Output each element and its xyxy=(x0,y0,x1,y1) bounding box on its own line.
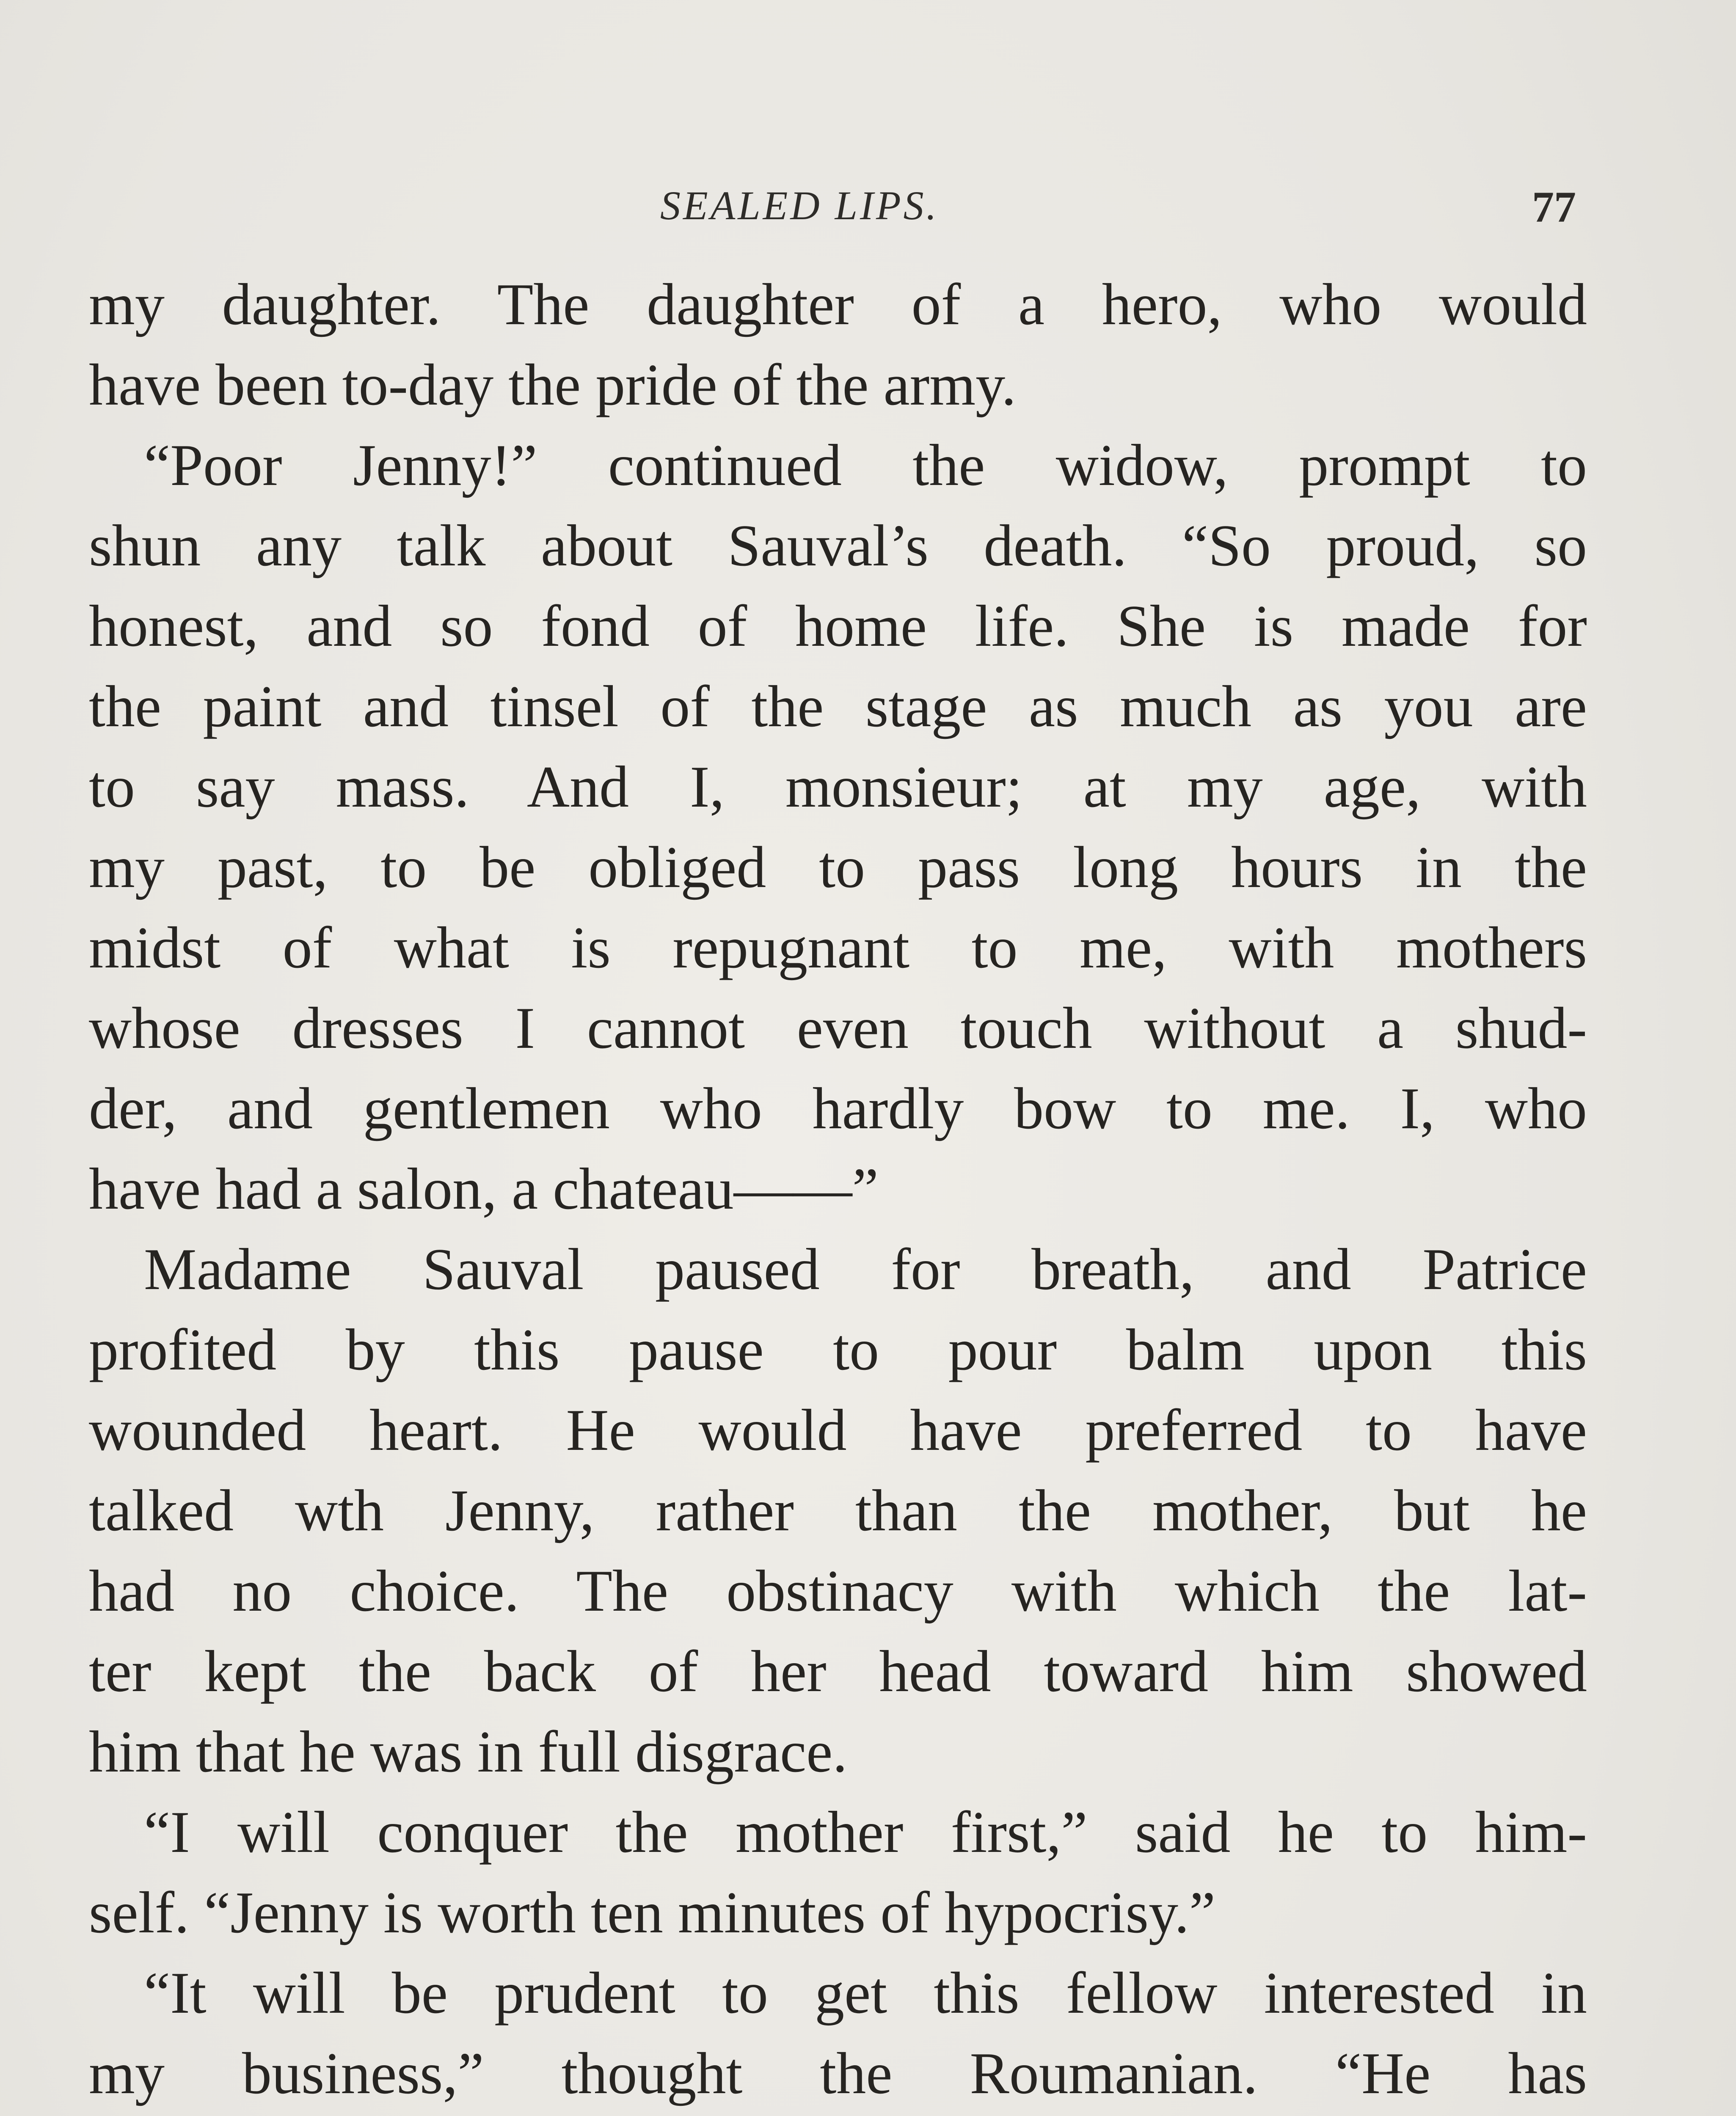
text-line: “I will conquer the mother first,” said he to him- xyxy=(144,1799,1587,1865)
text-line: talked wth Jenny, rather than the mother, but he xyxy=(89,1478,1587,1543)
text-line: honest, and so fond of home life. She is made for xyxy=(89,593,1587,659)
text-line: Madame Sauval paused for breath, and Patrice xyxy=(144,1237,1587,1302)
text-line: wounded heart. He would have preferred to have xyxy=(89,1397,1587,1463)
page-number: 77 xyxy=(1532,183,1576,231)
text-line: midst of what is repugnant to me, with mothers xyxy=(89,915,1587,981)
text-line: self. “Jenny is worth ten minutes of hypocrisy.” xyxy=(89,1880,1216,1945)
text-line: to say mass. And I, monsieur; at my age, with xyxy=(89,754,1587,820)
text-line: “Poor Jenny!” continued the widow, prompt to xyxy=(144,433,1587,498)
text-line: profited by this pause to pour balm upon this xyxy=(89,1317,1587,1383)
running-title: SEALED LIPS. xyxy=(660,183,939,228)
text-line: shun any talk about Sauval’s death. “So proud, so xyxy=(89,513,1587,579)
text-line: ter kept the back of her head toward him showed xyxy=(89,1639,1587,1704)
text-line: der, and gentlemen who hardly bow to me. I, who xyxy=(89,1076,1587,1141)
text-line: the paint and tinsel of the stage as much as you are xyxy=(89,674,1587,739)
text-line: whose dresses I cannot even touch without a shud- xyxy=(89,995,1587,1061)
text-line: “It will be prudent to get this fellow interested in xyxy=(144,1960,1587,2026)
text-line: have been to-day the pride of the army. xyxy=(89,352,1017,418)
text-line: my business,” thought the Roumanian. “He has xyxy=(89,2041,1587,2106)
text-line: have had a salon, a chateau——” xyxy=(89,1156,879,1222)
text-line: had no choice. The obstinacy with which the lat- xyxy=(89,1558,1587,1624)
text-line: my daughter. The daughter of a hero, who would xyxy=(89,272,1587,337)
text-line: him that he was in full disgrace. xyxy=(89,1719,848,1785)
text-line: my past, to be obliged to pass long hours in the xyxy=(89,835,1587,900)
